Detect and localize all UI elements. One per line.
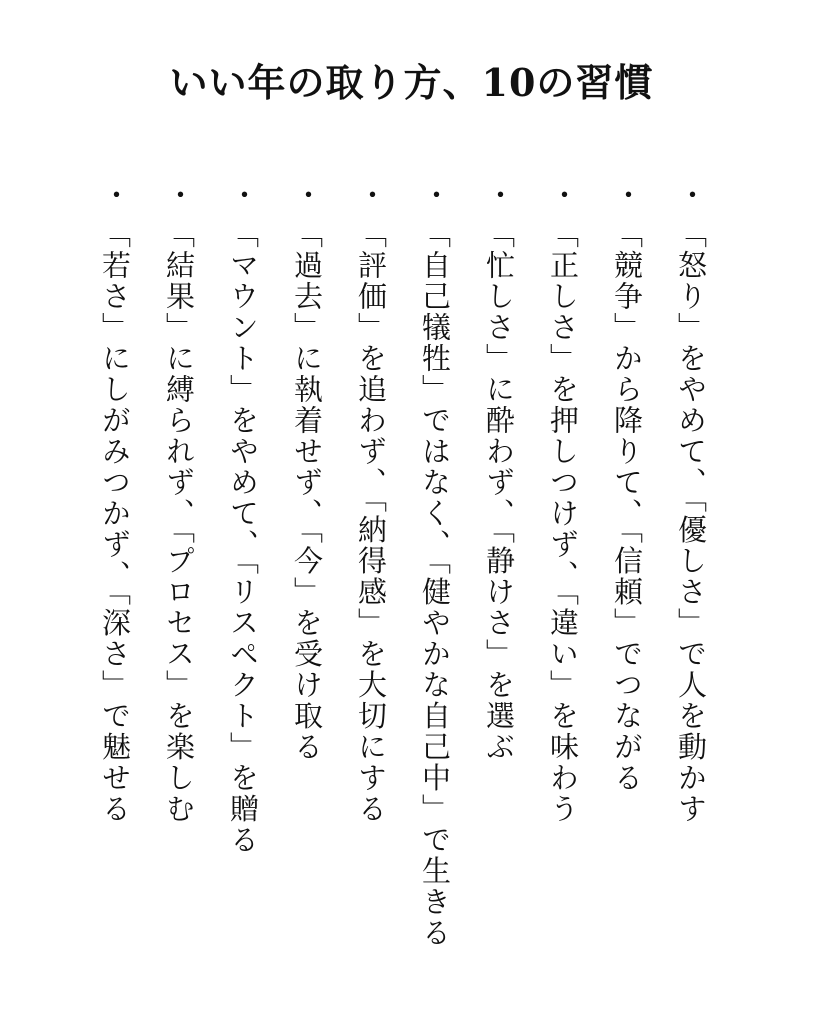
bullet: ・ <box>354 180 388 211</box>
list-item <box>354 180 388 980</box>
page-title: いい年の取り方、10の習慣 <box>169 60 654 105</box>
bullet: ・ <box>290 180 324 211</box>
list-item <box>162 180 196 980</box>
bullet: ・ <box>98 180 132 211</box>
bullet: ・ <box>162 180 196 211</box>
list-item <box>226 180 260 980</box>
bullet: ・ <box>674 180 708 211</box>
list-item <box>546 180 580 980</box>
bullet: ・ <box>546 180 580 211</box>
habit-text: 「忙しさ」に酔わず、「静けさ」を選ぶ <box>482 219 516 763</box>
habit-text: 「競争」から降りて、「信頼」でつながる <box>610 219 644 794</box>
habit-text: 「若さ」にしがみつかず、「深さ」で魅せる <box>98 219 132 825</box>
list-item <box>418 180 452 980</box>
list-item <box>290 180 324 980</box>
habit-text: 「マウント」をやめて、「リスペクト」を贈る <box>226 219 260 856</box>
bullet: ・ <box>482 180 516 211</box>
list-item <box>482 180 516 980</box>
list-item <box>674 180 708 980</box>
habit-text: 「自己犠牲」ではなく、「健やかな自己中」で生きる <box>418 219 452 949</box>
habit-text: 「怒り」をやめて、「優しさ」で人を動かす <box>674 219 708 825</box>
bullet: ・ <box>226 180 260 211</box>
habit-text: 「評価」を追わず、「納得感」を大切にする <box>354 219 388 825</box>
list-item <box>98 180 132 980</box>
habit-text: 「正しさ」を押しつけず、「違い」を味わう <box>546 219 580 825</box>
bullet: ・ <box>418 180 452 211</box>
habit-text: 「過去」に執着せず、「今」を受け取る <box>290 219 324 763</box>
bullet: ・ <box>610 180 644 211</box>
habit-list <box>98 180 708 980</box>
habit-text: 「結果」に縛られず、「プロセス」を楽しむ <box>162 219 196 825</box>
list-item <box>610 180 644 980</box>
